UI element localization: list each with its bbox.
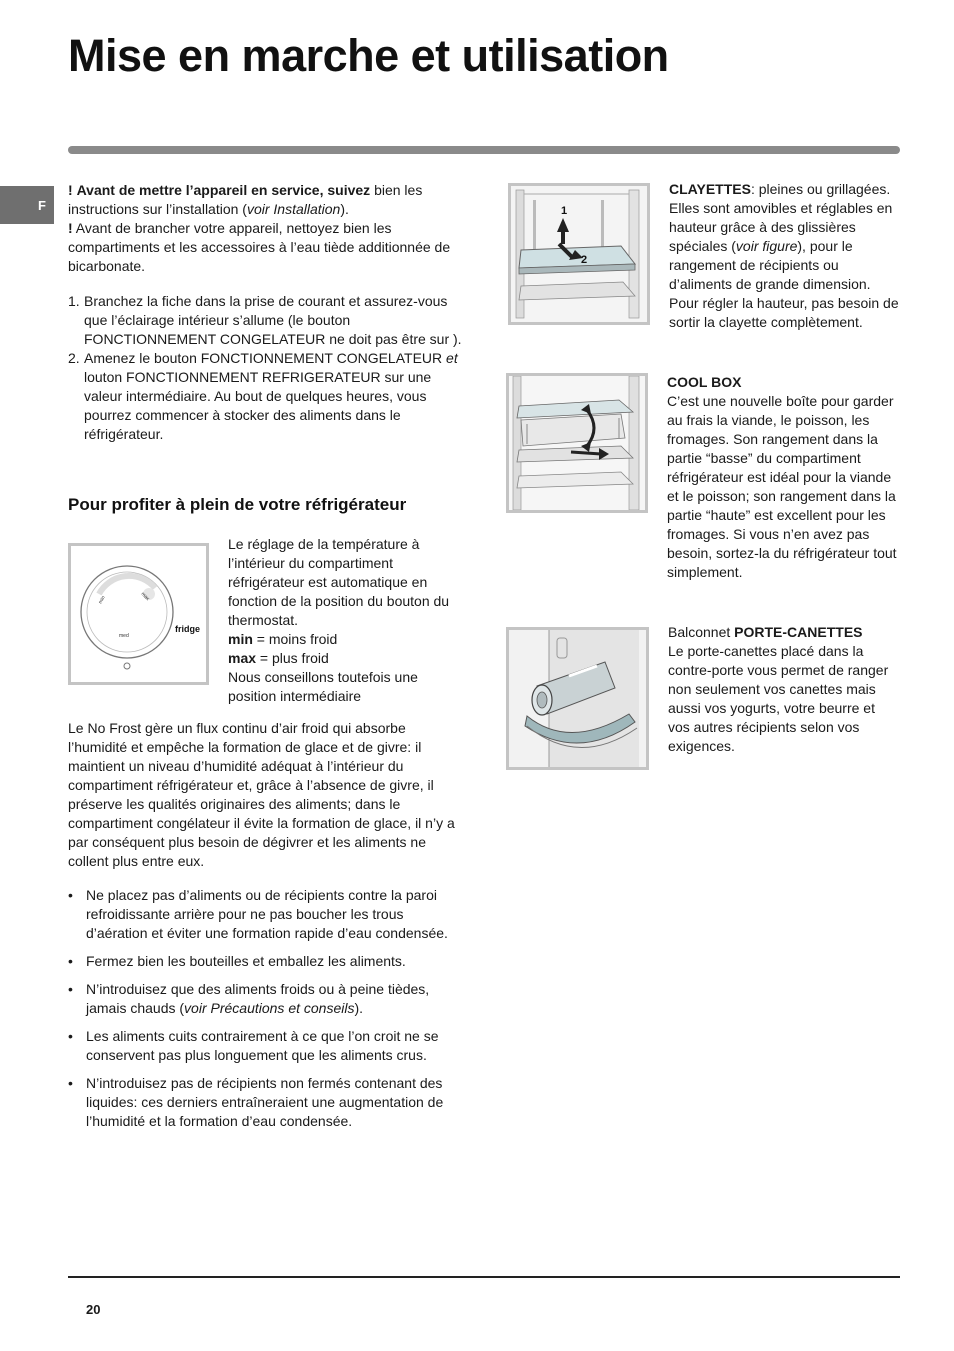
step-2: 2. Amenez le bouton FONCTIONNEMENT CONGELATEUR et louton FONCTIONNEMENT REFRIGERATEUR sur une valeur intermédiaire. Au bout de quelques heures, vous pourrez commencer à stocker des aliments dans le réfrigérateur. [68, 350, 458, 442]
page-number: 20 [86, 1302, 101, 1317]
shelf-drawing [511, 186, 647, 322]
nofrost-paragraph: Le No Frost gère un flux continu d’air froid qui absorbe l’humidité et empêche la formation de glace et de givre: il maintient un niveau d’humidité adéquat à l’intérieur du compartiment réfrigérateur et, grâce à l’absence de givre, il préserve les qualités originaires des aliments; dans le compartiment congélateur il évite la formation de glace, il n’y a par conséquent plus besoin de dégivrer et les aliments ne collent plus entre eux. [68, 720, 455, 869]
clayettes-text: CLAYETTES: pleines ou grillagées. Elles sont amovibles et réglables en hauteur grâce à des glissières spéciales (voir figure), pour le rangement de récipients ou d’aliments de grande dimension. Pour régler la hauteur, pas besoin de sortir la clayette complètement. [669, 181, 899, 330]
tip-item: • Ne placez pas d’aliments ou de récipients contre la paroi refroidissante arrière pour ne pas boucher les trous d’aération et éviter une formation rapide d’eau condensée. [68, 887, 448, 941]
intro-block [68, 181, 464, 276]
shelf-figure [508, 183, 650, 325]
page-title: Mise en marche et utilisation [68, 30, 669, 81]
footer-divider [68, 1276, 900, 1278]
tip-item: • Les aliments cuits contrairement à ce que l’on croit ne se conservent pas plus longuement que les aliments crus. [68, 1028, 439, 1063]
dial-med-label: med [119, 633, 129, 639]
warning-clean: ! Avant de brancher votre appareil, nettoyez bien les compartiments et les accessoires à l’eau tiède additionnée de bicarbonate. [68, 220, 451, 274]
shelf-step-2-label: 2 [581, 254, 588, 266]
can-holder-text: Balconnet PORTE-CANETTES Le porte-canettes placé dans la contre-porte vous permet de ranger non seulement vos canettes mais aussi vos yogurts, votre beurre et vos autres récipients selon vos exigences. [668, 624, 889, 754]
coolbox-title: COOL BOX [667, 374, 742, 390]
title-divider [68, 146, 900, 154]
section-heading: Pour profiter à plein de votre réfrigérateur [68, 495, 407, 514]
dial-fridge-label: fridge [175, 624, 201, 634]
dial-min-label: min [97, 595, 107, 605]
coolbox-drawing [509, 376, 645, 510]
can-holder-figure [506, 627, 649, 770]
coolbox-figure [506, 373, 648, 513]
coolbox-text: COOL BOX C’est une nouvelle boîte pour garder au frais la viande, le poisson, les fromages. Son rangement dans la partie “basse” du compartiment réfrigérateur est idéal pour la viande et le poisson; son rangement dans la partie “haute” est excellent pour les fromages. Si vous n’en avez pas besoin, sortez-la du réfrigérateur tout simplement. [667, 374, 897, 580]
startup-steps [68, 292, 464, 444]
warning-install: ! Avant de mettre l’appareil en service, suivez bien les instructions sur l’installation (voir Installation). [68, 182, 423, 217]
shelf-step-1-label: 1 [561, 205, 568, 217]
tip-item: • Fermez bien les bouteilles et emballez les aliments. [68, 953, 406, 969]
tip-item: • N’introduisez que des aliments froids ou à peine tièdes, jamais chauds (voir Précautions et conseils). [68, 981, 430, 1016]
thermostat-text: Le réglage de la température à l’intérieur du compartiment réfrigérateur est automatique en fonction de la position du bouton du thermostat. min = moins froid max = plus froid Nous conseillons toutefois une position intermédiaire [228, 536, 450, 704]
step-1: 1. Branchez la fiche dans la prise de courant et assurez-vous que l’éclairage intérieur s’allume (le bouton FONCTIONNEMENT CONGELATEUR ne doit pas être sur ). [68, 293, 462, 347]
tips-list [68, 886, 460, 1140]
dial-max-label: max [139, 591, 151, 603]
language-tab: F [0, 186, 54, 224]
can-holder-drawing [509, 630, 646, 767]
thermostat-figure [68, 543, 209, 685]
thermostat-dial-drawing [71, 546, 206, 682]
tip-item: • N’introduisez pas de récipients non fermés contenant des liquides: ces derniers entraîneraient une augmentation de l’humidité et la formation d’eau condensée. [68, 1075, 444, 1129]
